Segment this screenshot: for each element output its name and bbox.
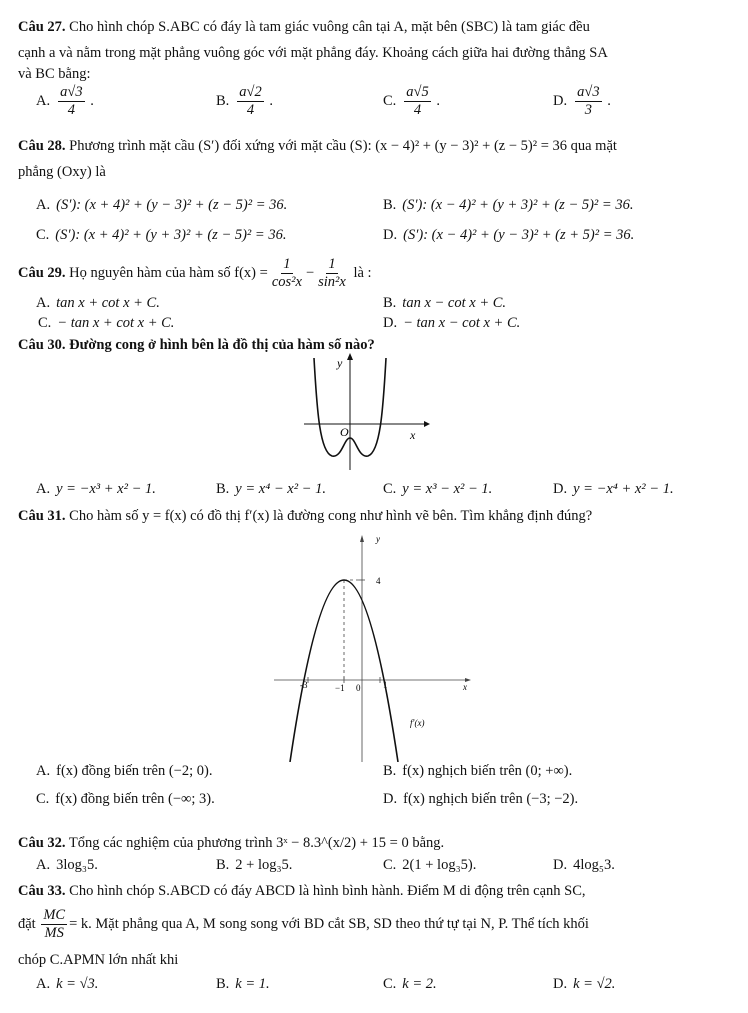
minus-sign: − — [305, 265, 315, 281]
denominator: 4 — [246, 102, 255, 118]
numerator: a√5 — [406, 84, 429, 100]
q32-option-c[interactable] — [383, 856, 476, 874]
y-axis-arrow — [360, 535, 364, 542]
q33-option-b[interactable] — [216, 975, 270, 993]
option-text: f(x) nghịch biến trên (0; +∞). — [402, 763, 573, 779]
numerator: a√2 — [239, 84, 262, 100]
option-text: tan x − cot x + C. — [402, 295, 507, 311]
q30-option-d[interactable] — [553, 480, 674, 498]
q30-option-c[interactable] — [383, 480, 492, 498]
option-text: f(x) đồng biến trên (−2; 0). — [56, 763, 213, 779]
q29-text-after: là : — [353, 265, 372, 281]
y-axis-arrow — [347, 353, 353, 360]
option-text: 2(1 + log₃5). — [402, 857, 477, 873]
option-text: − tan x + cot x + C. — [57, 315, 175, 331]
option-text: f(x) nghịch biến trên (−3; −2). — [403, 791, 579, 807]
y-tick-label-4: 4 — [376, 576, 381, 586]
fraction — [404, 84, 430, 119]
option-label: B. — [383, 763, 397, 779]
curve-label: f′(x) — [410, 718, 425, 728]
q32-text: Tổng các nghiệm của phương trình 3ˣ − 8.3^(x/2) + 15 = 0 bằng. — [68, 835, 445, 851]
q28-option-a[interactable] — [36, 196, 287, 214]
x-axis-label: x — [463, 682, 467, 692]
q30-graph — [300, 352, 430, 472]
option-label: C. — [383, 92, 397, 109]
fraction-1 — [270, 256, 304, 291]
fraction — [58, 84, 84, 119]
numerator: MC — [43, 907, 66, 924]
q27-option-a[interactable]: A. $\frac{a√3}{4}$ . — [36, 84, 94, 118]
option-text: y = x⁴ − x² − 1. — [235, 481, 326, 497]
option-text: k = √2. — [573, 976, 616, 992]
q27-option-c[interactable]: C. $\frac{a√5}{4}$ . — [383, 84, 441, 118]
x-tick-label-m1: −1 — [335, 683, 345, 693]
q29-option-c[interactable] — [38, 314, 174, 332]
q27-line1 — [18, 18, 732, 36]
x-axis-arrow — [424, 421, 430, 427]
q33-text2-after: = k. Mặt phẳng qua A, M song song với BD cắt SB, SD theo thứ tự tại N, P. Thể tích khối — [69, 916, 589, 932]
x-axis-label: x — [410, 428, 416, 442]
option-text: (S′): (x − 4)² + (y − 3)² + (z + 5)² = 36. — [403, 227, 635, 243]
option-text: tan x + cot x + C. — [56, 295, 160, 311]
numerator: 1 — [328, 256, 336, 273]
option-label: B. — [216, 857, 230, 873]
option-label: D. — [553, 976, 568, 992]
option-label: A. — [36, 92, 51, 109]
option-label: D. — [383, 227, 398, 243]
q28-line1 — [18, 137, 617, 155]
option-text: y = −x⁴ + x² − 1. — [573, 481, 674, 497]
q31-option-d[interactable] — [383, 790, 578, 808]
q29-option-b[interactable] — [383, 294, 506, 312]
q33-line2 — [18, 906, 589, 942]
option-label: D. — [553, 92, 568, 109]
option-label: B. — [216, 92, 230, 109]
q33-line1 — [18, 882, 732, 900]
q32-option-b[interactable] — [216, 856, 292, 874]
q33-option-a[interactable] — [36, 975, 98, 993]
q28-option-c[interactable] — [36, 226, 286, 244]
option-label: B. — [383, 295, 397, 311]
option-label: C. — [36, 227, 50, 243]
q28-text1: Phương trình mặt cầu (S′) đối xứng với mặt cầu (S): (x − 4)² + (y − 3)² + (z − 5)² = 36 qua mặt — [69, 138, 617, 154]
q33-text2-before: đặt — [18, 916, 36, 932]
q33-option-c[interactable] — [383, 975, 437, 993]
x-tick-label-1: 1 — [383, 680, 388, 690]
q32-option-d[interactable] — [553, 856, 615, 874]
option-label: A. — [36, 295, 51, 311]
fraction-2 — [316, 256, 348, 291]
q29-option-a[interactable] — [36, 294, 160, 312]
fraction — [575, 84, 601, 119]
origin-label: 0 — [356, 683, 361, 693]
q32-number: Câu 32. — [18, 835, 66, 851]
q30-text: Đường cong ở hình bên là đồ thị của hàm số nào? — [69, 337, 375, 353]
q31-number: Câu 31. — [18, 508, 66, 524]
q33-number: Câu 33. — [18, 883, 66, 899]
origin-label: O — [340, 425, 349, 439]
denominator: 3 — [584, 102, 592, 118]
q27-option-b[interactable]: B. $\frac{a√2}{4}$ . — [216, 84, 274, 118]
option-label: D. — [383, 791, 398, 807]
option-label: A. — [36, 481, 51, 497]
option-label: C. — [38, 315, 52, 331]
q30-option-a[interactable] — [36, 480, 156, 498]
q33-text1: Cho hình chóp S.ABCD có đáy ABCD là hình bình hành. Điểm M di động trên cạnh SC, — [69, 883, 586, 899]
q27-option-d[interactable]: D. $\frac{a√3}{3}$ . — [553, 84, 611, 118]
q27-number: Câu 27. — [18, 19, 66, 35]
option-label: C. — [383, 857, 397, 873]
option-label: C. — [36, 791, 50, 807]
option-text: k = √3. — [56, 976, 99, 992]
option-text: y = x³ − x² − 1. — [402, 481, 493, 497]
option-label: B. — [216, 481, 230, 497]
option-text: k = 2. — [402, 976, 437, 992]
option-label: A. — [36, 197, 51, 213]
fraction — [237, 84, 263, 119]
q31-text: Cho hàm số y = f(x) có đồ thị f′(x) là đường cong như hình vẽ bên. Tìm khẳng định đúng? — [69, 508, 593, 524]
q27-line3: và BC bằng: — [18, 66, 91, 82]
q30-option-b[interactable] — [216, 480, 326, 498]
q32-option-a[interactable] — [36, 856, 98, 874]
numerator: 1 — [283, 256, 291, 273]
q31-option-a[interactable] — [36, 762, 212, 780]
denominator: cos²x — [271, 274, 302, 291]
q28-option-d[interactable] — [383, 226, 634, 244]
q29-option-d[interactable] — [383, 314, 520, 332]
q31-graph — [270, 530, 475, 762]
option-label: D. — [553, 857, 568, 873]
denominator: sin²x — [318, 274, 346, 291]
numerator: a√3 — [577, 84, 600, 100]
q27-line2: cạnh a và nằm trong mặt phẳng vuông góc với mặt phẳng đáy. Khoảng cách giữa hai đường thẳng SA — [18, 45, 608, 61]
q28-line2: phẳng (Oxy) là — [18, 164, 106, 180]
fraction — [41, 907, 67, 942]
denominator: 4 — [413, 102, 422, 118]
option-label: A. — [36, 763, 51, 779]
q33-line3: chóp C.APMN lớn nhất khi — [18, 952, 179, 968]
option-text: k = 1. — [235, 976, 270, 992]
option-text: − tan x − cot x + C. — [403, 315, 521, 331]
x-tick-label-m3: -3 — [300, 680, 308, 690]
q29-line1 — [18, 256, 372, 291]
option-label: D. — [383, 315, 398, 331]
option-label: A. — [36, 857, 51, 873]
option-text: (S′): (x + 4)² + (y − 3)² + (z − 5)² = 36. — [56, 197, 288, 213]
option-label: C. — [383, 976, 397, 992]
option-text: 4log₅3. — [573, 857, 615, 873]
q33-option-d[interactable] — [553, 975, 615, 993]
option-label: C. — [383, 481, 397, 497]
option-label: B. — [383, 197, 397, 213]
q31-line1 — [18, 507, 592, 525]
q30-number: Câu 30. — [18, 337, 66, 353]
option-text: 3log₃5. — [56, 857, 98, 873]
option-text: (S′): (x − 4)² + (y + 3)² + (z − 5)² = 36. — [402, 197, 634, 213]
option-label: D. — [553, 481, 568, 497]
option-text: f(x) đồng biến trên (−∞; 3). — [55, 791, 215, 807]
y-axis-label: y — [337, 356, 343, 370]
option-text: 2 + log₃5. — [235, 857, 293, 873]
option-label: B. — [216, 976, 230, 992]
q31-option-c[interactable] — [36, 790, 215, 808]
denominator: MS — [44, 925, 64, 942]
option-text: y = −x³ + x² − 1. — [56, 481, 156, 497]
denominator: 4 — [67, 102, 75, 118]
q27-text1: Cho hình chóp S.ABC có đáy là tam giác vuông cân tại A, mặt bên (SBC) là tam giác đều — [69, 19, 590, 35]
q28-option-b[interactable] — [383, 196, 633, 214]
option-label: A. — [36, 976, 51, 992]
q28-number: Câu 28. — [18, 138, 66, 154]
y-axis-label: y — [376, 534, 380, 544]
option-text: (S′): (x + 4)² + (y + 3)² + (z − 5)² = 36. — [55, 227, 287, 243]
q29-text: Họ nguyên hàm của hàm số f(x) = — [69, 265, 268, 281]
numerator: a√3 — [60, 84, 83, 100]
q29-number: Câu 29. — [18, 265, 66, 281]
q32-line1 — [18, 834, 444, 852]
q31-option-b[interactable] — [383, 762, 572, 780]
